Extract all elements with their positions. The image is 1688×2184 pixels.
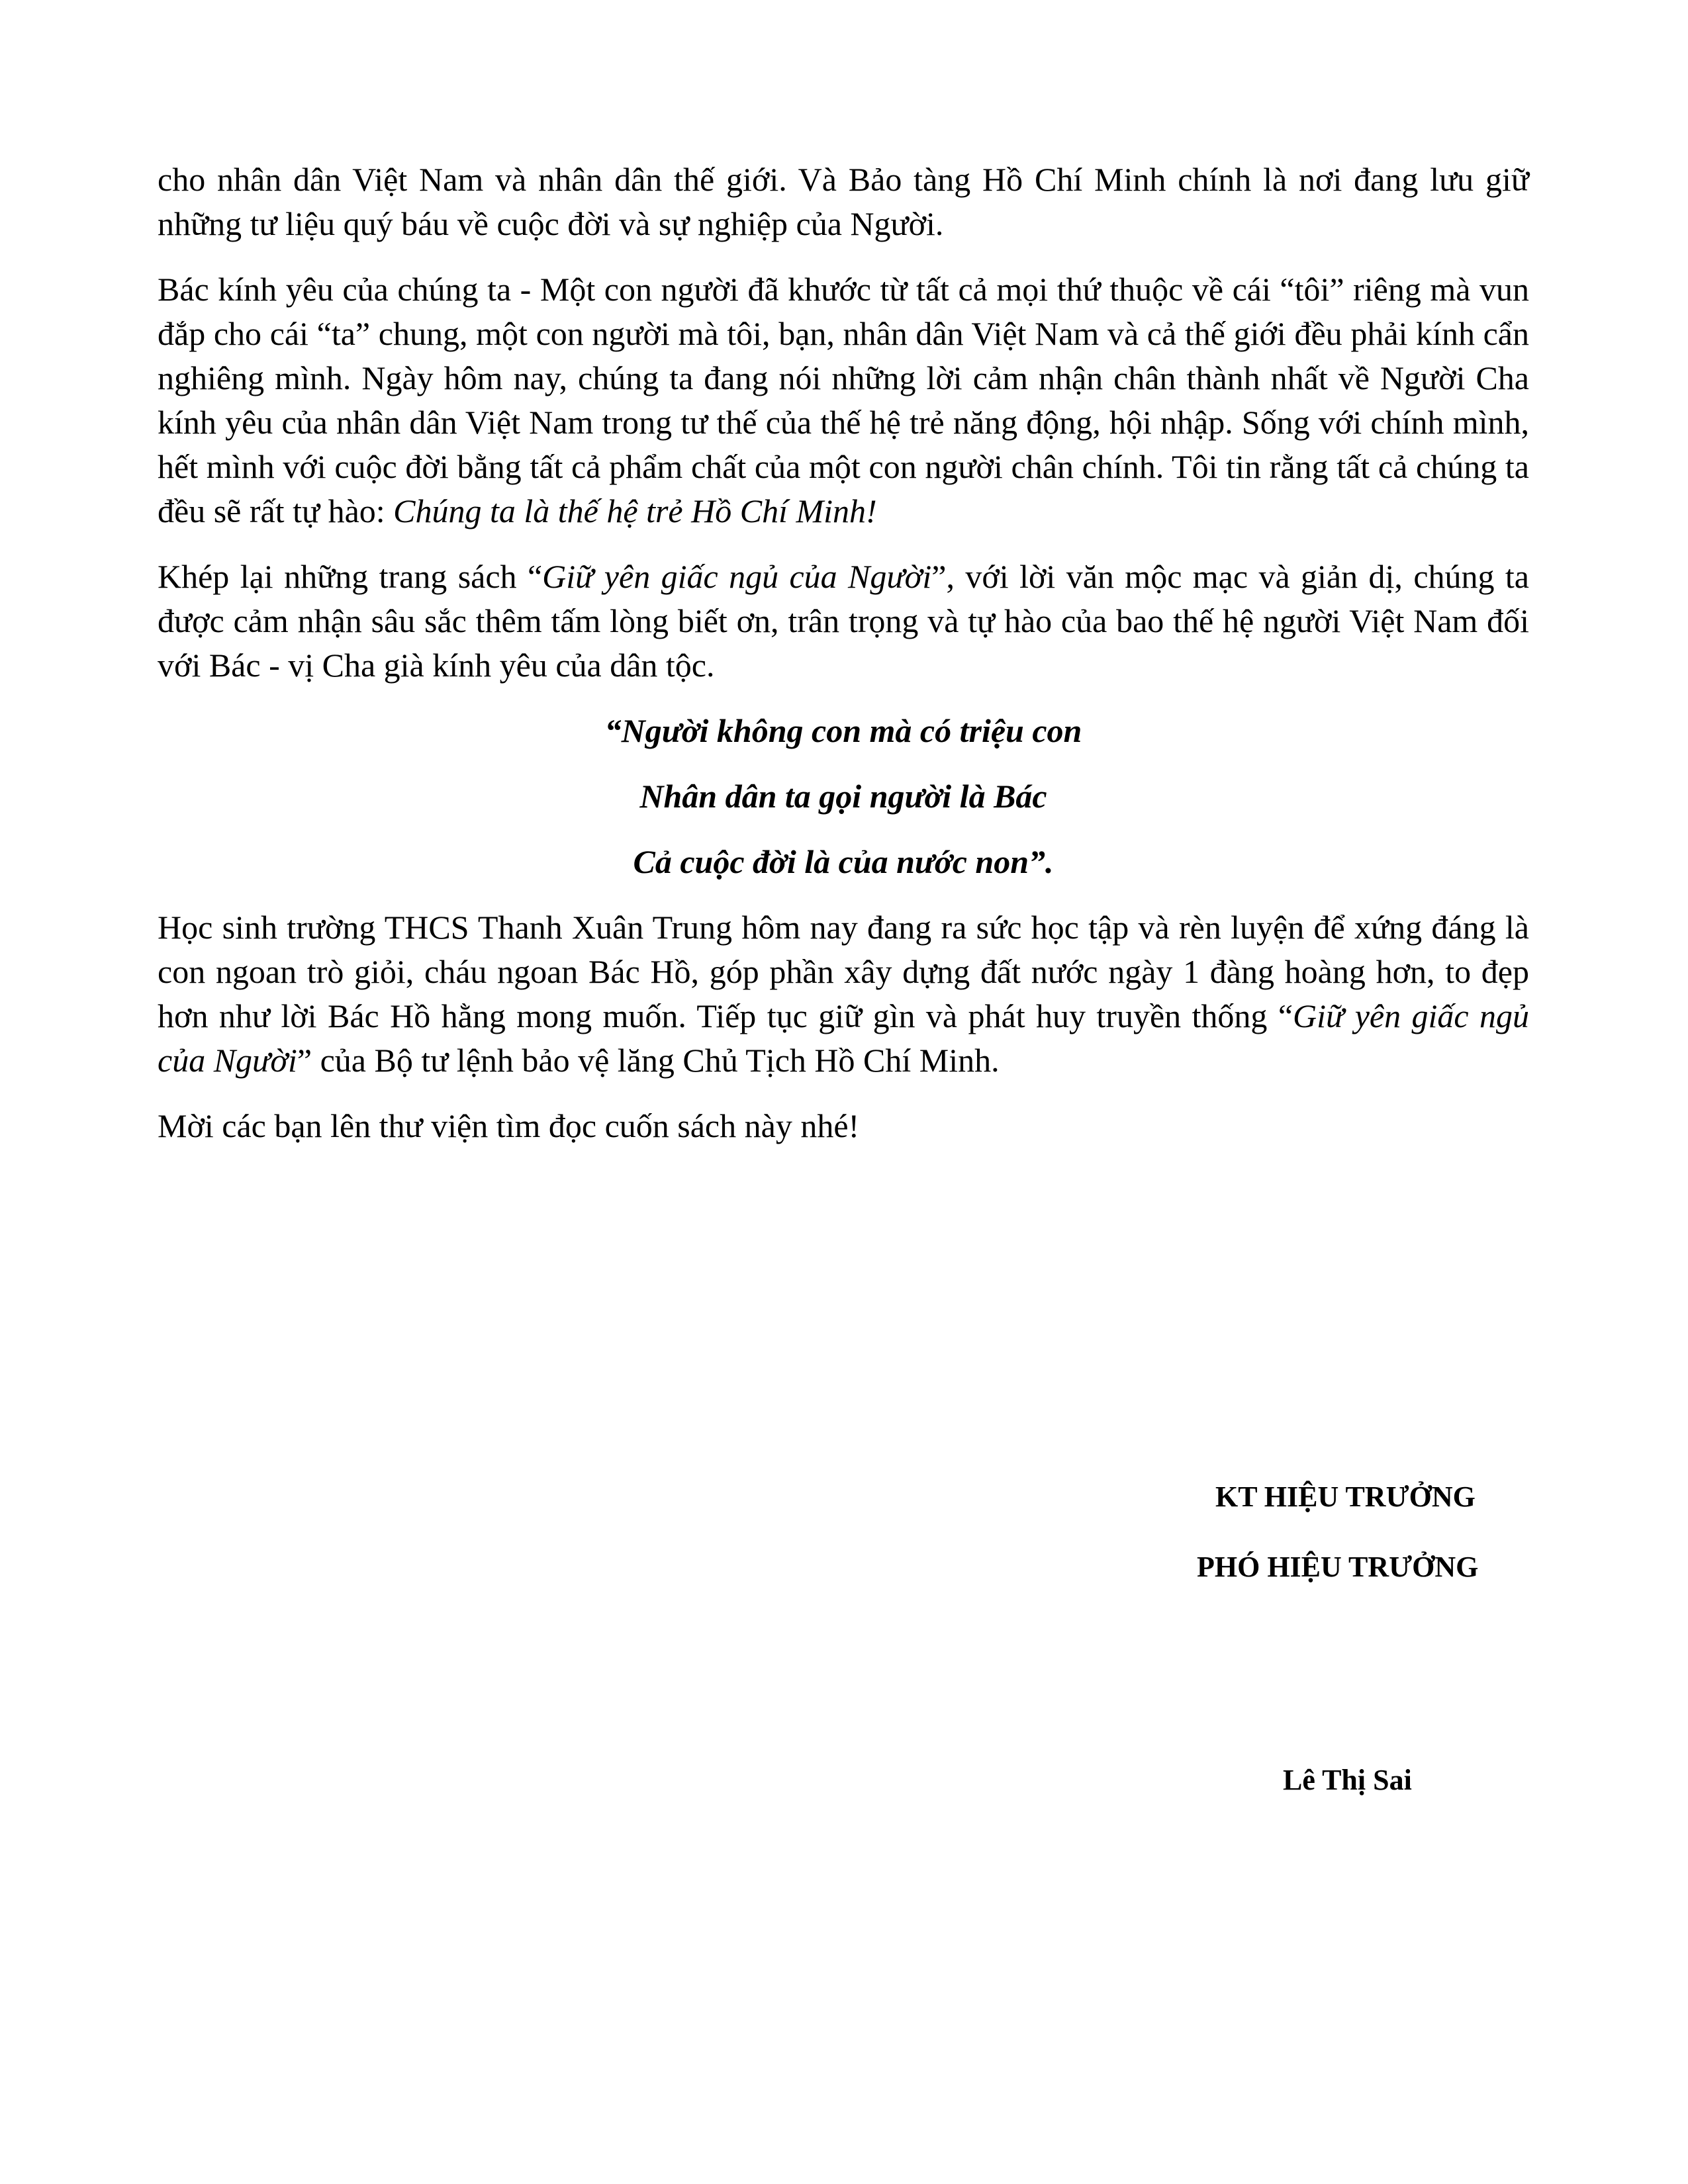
book-title-2: Giữ yên giấc ngủ của Người [158,997,1529,1079]
book-title: Giữ yên giấc ngủ của Người [542,558,932,595]
paragraph-book-closing [158,555,1529,688]
paragraph-book-closing-before: Khép lại những trang sách “ [158,558,543,595]
poem-line-2: Nhân dân ta gọi người là Bác [639,778,1047,815]
signature-role-acting-principal: KT HIỆU TRƯỞNG [1215,1480,1476,1513]
poem-quote [158,709,1529,884]
signature-role-vice-principal: PHÓ HIỆU TRƯỞNG [1197,1551,1479,1583]
paragraph-students-before: Học sinh trường THCS Thanh Xuân Trung hôm nay đang ra sức học tập và rèn luyện để xứng đáng là con ngoan trò giỏi, cháu ngoan Bác Hồ, góp phần xây dựng đất nước ngày 1 đàng hoàng hơn, to đẹp hơn như lời Bác Hồ hằng mong muốn. Tiếp tục giữ gìn và phát huy truyền thống “ [158,909,1529,1034]
document-body [158,158,1529,1796]
paragraph-book-closing-after: ”, với lời văn mộc mạc và giản dị, chúng ta được cảm nhận sâu sắc thêm tấm lòng biết ơn, trân trọng và tự hào của bao thế hệ người Việt Nam đối với Bác - vị Cha già kính yêu của dân tộc. [158,558,1529,684]
paragraph-uncle-ho-text: Bác kính yêu của chúng ta - Một con người đã khước từ tất cả mọi thứ thuộc về cái “tôi” riêng mà vun đắp cho cái “ta” chung, một con người mà tôi, bạn, nhân dân Việt Nam và cả thế giới đều phải kính cẩn nghiêng mình. Ngày hôm nay, chúng ta đang nói những lời cảm nhận chân thành nhất về Người Cha kính yêu của nhân dân Việt Nam trong tư thế của thế hệ trẻ năng động, hội nhập. Sống với chính mình, hết mình với cuộc đời bằng tất cả phẩm chất của một con người chân chính. Tôi tin rằng tất cả chúng ta đều sẽ rất tự hào: [158,271,1529,529]
paragraph-museum-text: cho nhân dân Việt Nam và nhân dân thế giới. Và Bảo tàng Hồ Chí Minh chính là nơi đang lưu giữ những tư liệu quý báu về cuộc đời và sự nghiệp của Người. [158,161,1529,242]
paragraph-students [158,905,1529,1083]
paragraph-invitation-text: Mời các bạn lên thư viện tìm đọc cuốn sách này nhé! [158,1107,860,1144]
poem-line-1: “Người không con mà có triệu con [604,712,1082,749]
paragraph-uncle-ho-italic: Chúng ta là thế hệ trẻ Hồ Chí Minh! [393,492,877,529]
paragraph-students-after: ” của Bộ tư lệnh bảo vệ lăng Chủ Tịch Hồ Chí Minh. [297,1042,1000,1079]
paragraph-uncle-ho [158,267,1529,533]
paragraph-invitation [158,1104,1529,1148]
poem-line-3: Cả cuộc đời là của nước non”. [633,843,1054,880]
signature-name: Lê Thị Sai [1283,1764,1412,1796]
paragraph-museum [158,158,1529,246]
